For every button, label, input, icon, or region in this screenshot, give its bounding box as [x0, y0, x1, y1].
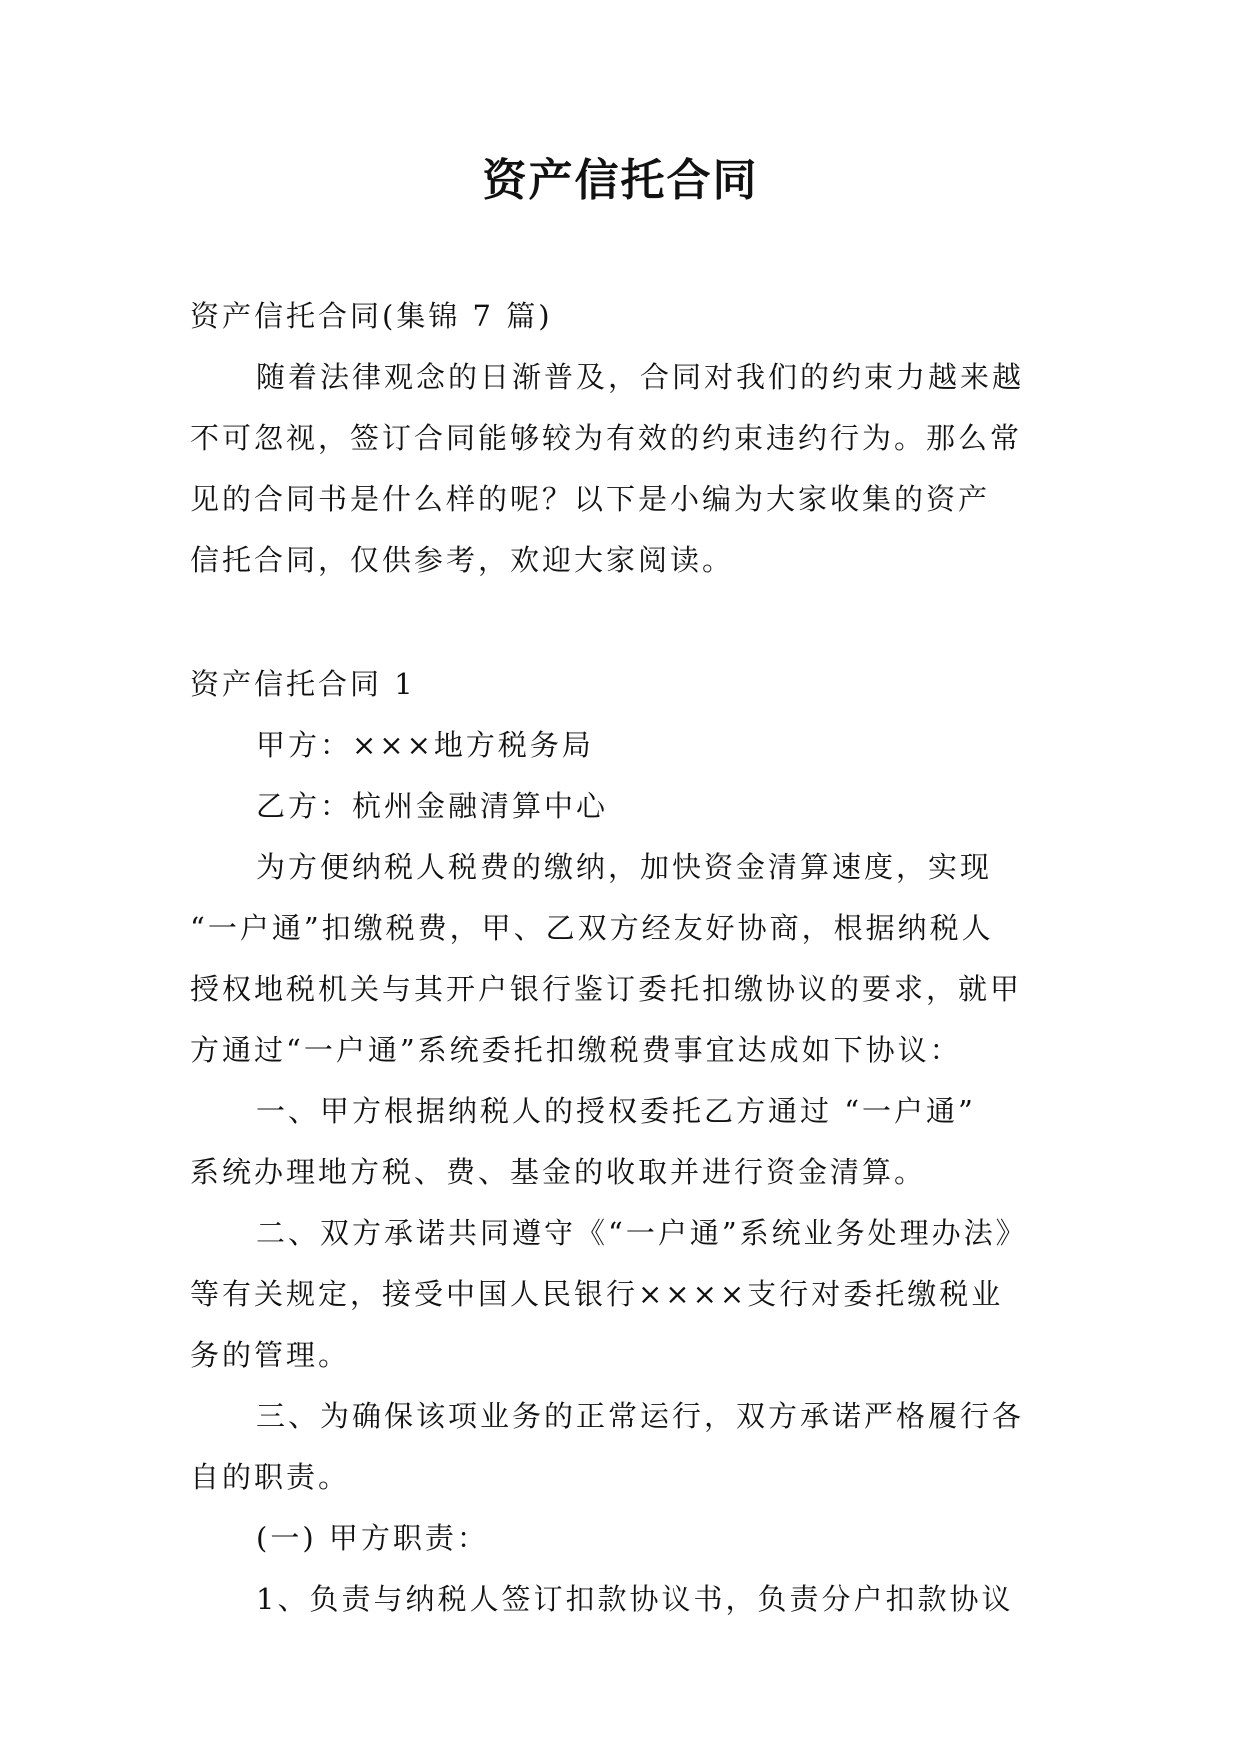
text-line: 二、双方承诺共同遵守《“一户通”系统业务处理办法》 — [256, 1216, 1028, 1250]
text-line: 等有关规定，接受中国人民银行××××支行对委托缴税业 — [190, 1277, 1004, 1311]
text-line: 为方便纳税人税费的缴纳，加快资金清算速度，实现 — [256, 850, 993, 884]
text-line: 资产信托合同 1 — [190, 667, 416, 701]
text-line: 乙方：杭州金融清算中心 — [256, 789, 609, 823]
text-line: (一) 甲方职责： — [256, 1521, 489, 1555]
text-line: 不可忽视，签订合同能够较为有效的约束违约行为。那么常 — [190, 421, 1023, 455]
text-line: 方通过“一户通”系统委托扣缴税费事宜达成如下协议： — [190, 1033, 962, 1067]
text-line: 务的管理。 — [190, 1338, 351, 1372]
text-line: 信托合同，仅供参考，欢迎大家阅读。 — [190, 543, 735, 577]
text-line: 见的合同书是什么样的呢？以下是小编为大家收集的资产 — [190, 482, 991, 516]
text-line: 系统办理地方税、费、基金的收取并进行资金清算。 — [190, 1155, 927, 1189]
text-line: 资产信托合同(集锦 7 篇) — [190, 299, 553, 333]
text-line: 授权地税机关与其开户银行鉴订委托扣缴协议的要求，就甲 — [190, 972, 1023, 1006]
document-body — [190, 286, 1050, 1630]
text-line: 三、为确保该项业务的正常运行，双方承诺严格履行各 — [256, 1399, 1025, 1433]
text-line: 随着法律观念的日渐普及，合同对我们的约束力越来越 — [256, 360, 1025, 394]
text-line: 自的职责。 — [190, 1460, 351, 1494]
text-line: 1、负责与纳税人签订扣款协议书，负责分户扣款协议 — [256, 1582, 1014, 1616]
text-line: “一户通”扣缴税费，甲、乙双方经友好协商，根据纳税人 — [190, 911, 994, 945]
paragraph-gap — [190, 591, 1050, 654]
document-title: 资产信托合同 — [482, 155, 759, 206]
text-line: 甲方：×××地方税务局 — [256, 728, 594, 762]
text-line: 一、甲方根据纳税人的授权委托乙方通过 “一户通” — [256, 1094, 976, 1128]
